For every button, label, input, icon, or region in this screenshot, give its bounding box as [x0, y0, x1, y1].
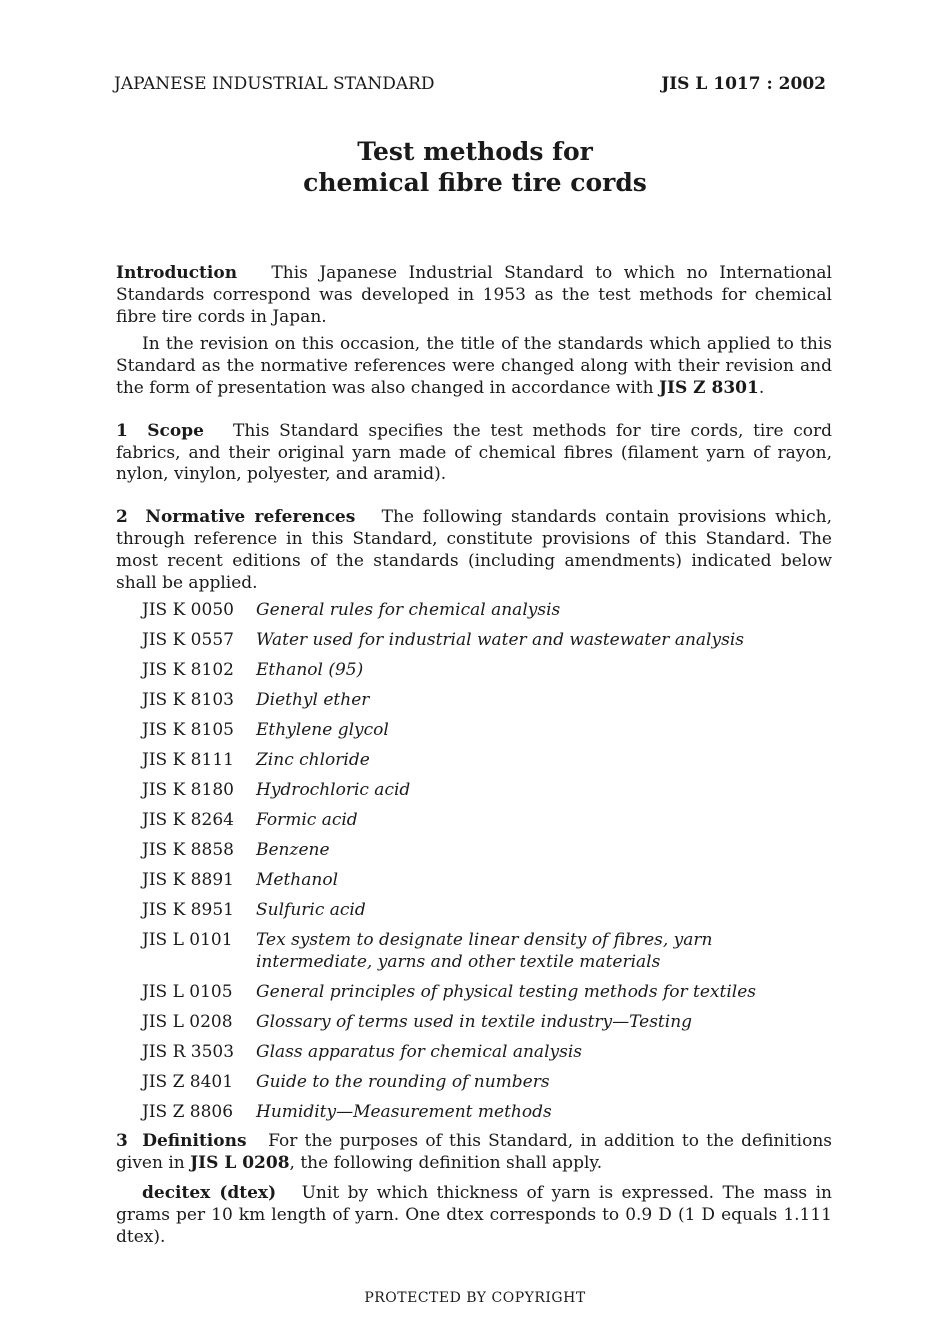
reference-code: JIS Z 8806 [142, 1102, 234, 1123]
reference-title: General rules for chemical analysis [256, 600, 561, 621]
normative-references-number: 2 [116, 507, 128, 528]
definitions-section [116, 1131, 832, 1175]
reference-code: JIS K 8264 [142, 810, 234, 831]
reference-item [142, 869, 832, 891]
definitions-number: 3 [116, 1131, 128, 1152]
normative-references-text: The following standards contain provisions which, through reference in this Standard, constitute provisions of this Standard. The most recent editions of the standards (including amendments) indicated below shall be applied. [116, 507, 832, 593]
reference-code: JIS K 8891 [142, 870, 234, 891]
scope-number: 1 [116, 420, 128, 441]
reference-code: JIS K 8105 [142, 720, 234, 741]
reference-code: JIS K 8951 [142, 900, 234, 921]
introduction-heading: Introduction [116, 263, 238, 283]
reference-title: Methanol [256, 870, 339, 891]
title-line-2: chemical fibre tire cords [303, 168, 647, 197]
revision-text: In the revision on this occasion, the title of the standards which applied to this Standard as the normative references were changed along with their revision and the form of presentation was also changed in accordance with [116, 334, 832, 398]
scope-section [116, 421, 832, 486]
scope-text: This Standard specifies the test methods for tire cords, tire cord fabrics, and their original yarn made of chemical fibres (filament yarn of rayon, nylon, vinylon, polyester, and aramid). [116, 420, 832, 485]
reference-item [142, 809, 832, 831]
reference-code: JIS K 8180 [142, 780, 234, 801]
reference-item [142, 629, 832, 651]
reference-title: Diethyl ether [256, 690, 370, 711]
reference-title: Tex system to designate linear density of fibres, yarn intermediate, yarns and other textile materials [256, 930, 713, 973]
reference-code: JIS K 8102 [142, 660, 234, 681]
introduction-paragraph [116, 263, 832, 328]
definitions-reference: JIS L 0208 [190, 1153, 290, 1174]
reference-code: JIS L 0101 [142, 930, 233, 951]
document-body [116, 263, 832, 1248]
reference-item [142, 779, 832, 801]
reference-code: JIS L 0105 [142, 982, 233, 1003]
reference-item [142, 749, 832, 771]
reference-title: Humidity—Measurement methods [256, 1102, 552, 1123]
reference-item [142, 1041, 832, 1063]
reference-code: JIS K 0557 [142, 630, 234, 651]
reference-title: Glass apparatus for chemical analysis [256, 1042, 582, 1063]
reference-item [142, 1101, 832, 1123]
scope-heading: Scope [147, 420, 204, 441]
definitions-text: For the purposes of this Standard, in addition to the definitions given in [116, 1131, 832, 1174]
reference-title: Glossary of terms used in textile industry—Testing [256, 1012, 693, 1033]
definitions-heading: Definitions [142, 1131, 247, 1152]
reference-item [142, 1071, 832, 1093]
reference-code: JIS K 8111 [142, 750, 234, 771]
reference-item [142, 981, 832, 1003]
reference-code: JIS K 0050 [142, 600, 234, 621]
header-organization: JAPANESE INDUSTRIAL STANDARD [114, 74, 435, 94]
reference-title: General principles of physical testing methods for textiles [256, 982, 756, 1003]
revision-reference: JIS Z 8301 [658, 377, 759, 398]
reference-title: Guide to the rounding of numbers [256, 1072, 550, 1093]
reference-item [142, 839, 832, 861]
reference-item [142, 659, 832, 681]
reference-code: JIS Z 8401 [142, 1072, 234, 1093]
introduction-text: This Japanese Industrial Standard to which no International Standards correspond was developed in 1953 as the test methods for chemical fibre tire cords in Japan. [116, 263, 832, 327]
reference-item [142, 1011, 832, 1033]
document-title [0, 136, 950, 198]
reference-title: Water used for industrial water and wastewater analysis [256, 630, 744, 651]
reference-code: JIS K 8103 [142, 690, 234, 711]
reference-title: Formic acid [256, 810, 358, 831]
definitions-text-end: , the following definition shall apply. [289, 1153, 603, 1174]
reference-title: Sulfuric acid [256, 900, 366, 921]
reference-item [142, 599, 832, 621]
page-header [114, 74, 826, 94]
reference-code: JIS R 3503 [142, 1042, 235, 1063]
reference-code: JIS K 8858 [142, 840, 234, 861]
definition-decitex [116, 1183, 832, 1248]
reference-item [142, 899, 832, 921]
introduction-revision-paragraph [116, 334, 832, 399]
revision-end: . [758, 377, 765, 398]
reference-item [142, 689, 832, 711]
definition-text: Unit by which thickness of yarn is expressed. The mass in grams per 10 km length of yarn. One dtex corresponds to 0.9 D (1 D equals 1.111 dtex). [116, 1182, 832, 1247]
normative-references-heading: Normative references [145, 507, 356, 528]
copyright-footer: PROTECTED BY COPYRIGHT [364, 1290, 586, 1306]
definition-term: decitex (dtex) [142, 1182, 277, 1203]
reference-item [142, 719, 832, 741]
reference-title: Ethanol (95) [256, 660, 364, 681]
normative-references-section [116, 507, 832, 594]
title-line-1: Test methods for [357, 137, 593, 166]
normative-references-list [142, 599, 832, 1123]
reference-title: Ethylene glycol [256, 720, 389, 741]
reference-title: Benzene [256, 840, 330, 861]
reference-title: Zinc chloride [256, 750, 370, 771]
reference-code: JIS L 0208 [142, 1012, 233, 1033]
reference-item [142, 929, 832, 973]
reference-title: Hydrochloric acid [256, 780, 411, 801]
header-standard-code: JIS L 1017 : 2002 [661, 74, 826, 94]
